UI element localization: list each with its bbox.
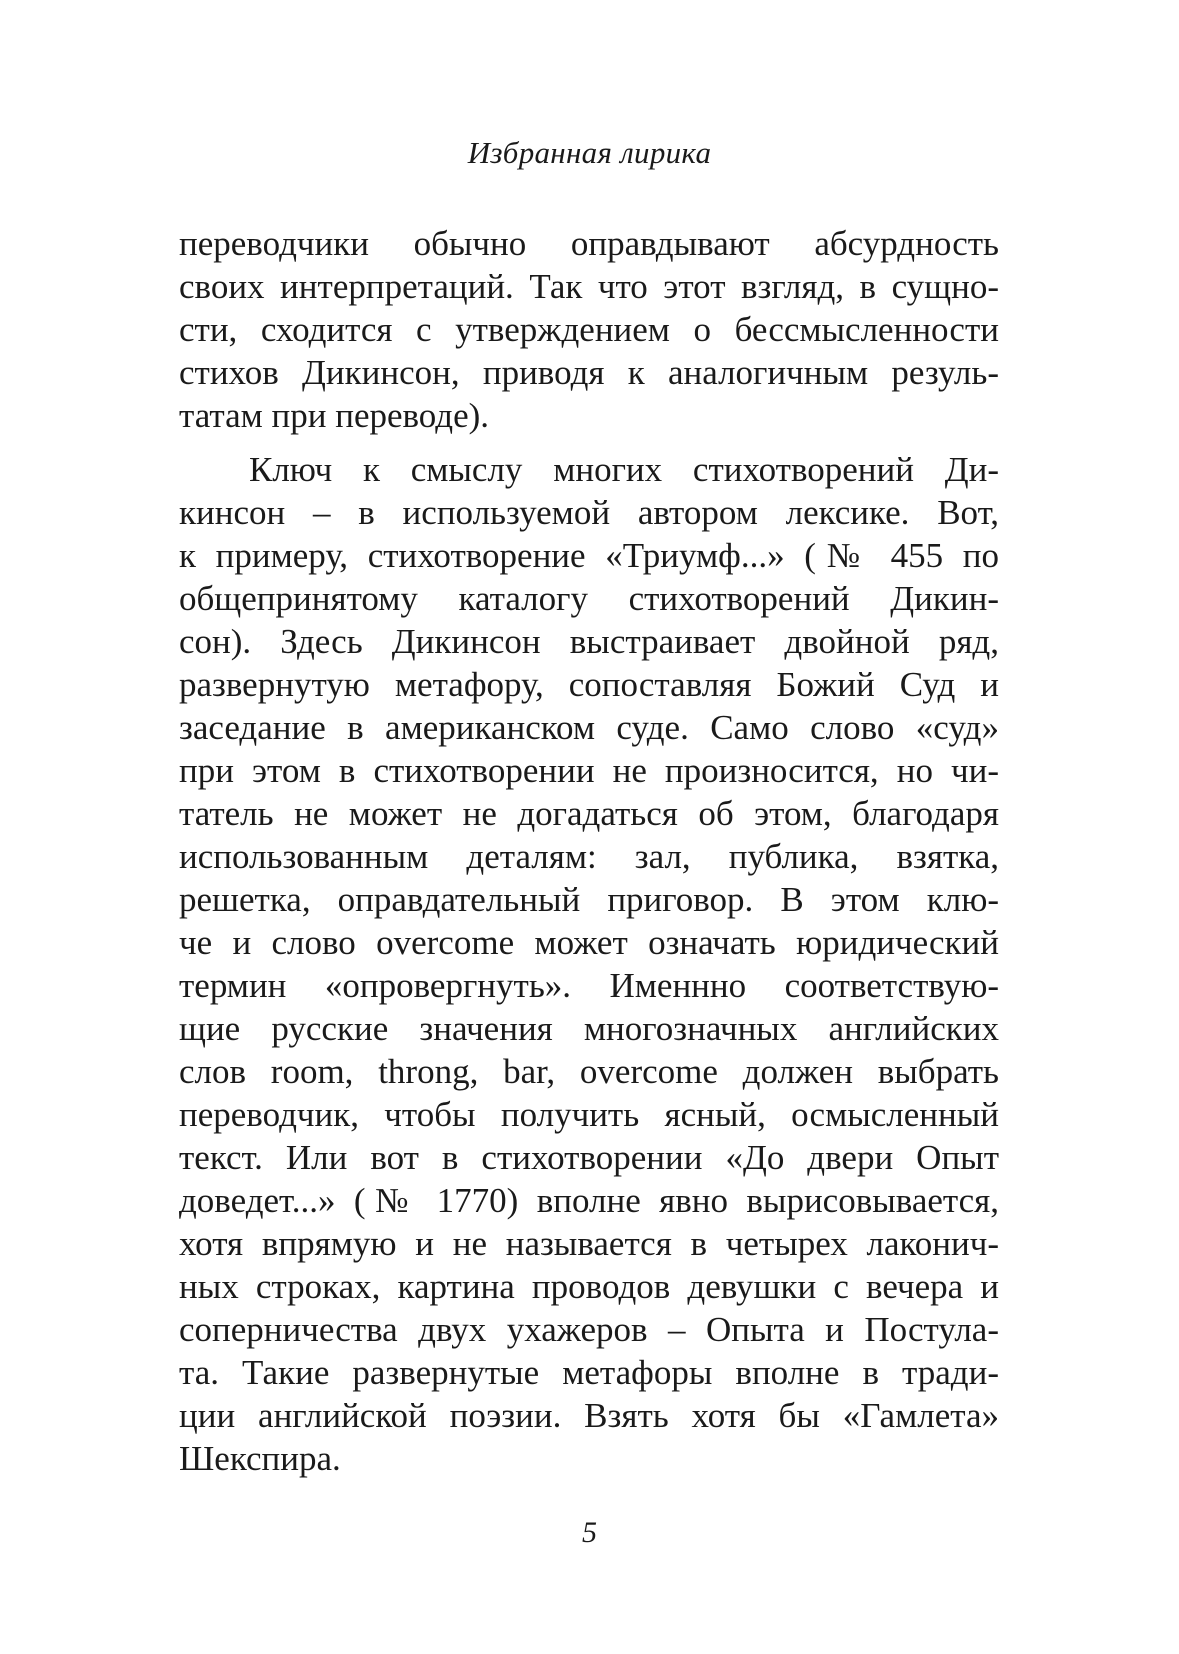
paragraph-gap xyxy=(179,437,999,448)
text-line: слов room, throng, bar, overcome должен выбрать xyxy=(179,1052,999,1091)
page-number: 5 xyxy=(582,1516,597,1549)
running-head: Избранная лирика xyxy=(467,135,712,170)
text-line: че и слово overcome может означать юридический xyxy=(179,923,999,962)
text-line: сон). Здесь Дикинсон выстраивает двойной ряд, xyxy=(179,622,999,661)
text-line: сти, сходится с утверждением о бессмысленности xyxy=(179,310,999,349)
text-line: та. Такие развернутые метафоры вполне в тради- xyxy=(179,1353,999,1392)
text-line: татель не может не догадаться об этом, благодаря xyxy=(179,794,999,833)
text-line: Шекспира. xyxy=(179,1439,341,1478)
text-line: заседание в американском суде. Само слово «суд» xyxy=(179,708,999,747)
text-line: кинсон – в используемой автором лексике. Вот, xyxy=(179,493,999,532)
text-line: доведет...» (№ 1770) вполне явно вырисовывается, xyxy=(179,1181,999,1220)
text-line: соперничества двух ухажеров – Опыта и Постула- xyxy=(179,1310,999,1349)
text-line: при этом в стихотворении не произносится, но чи- xyxy=(179,751,999,790)
text-line: переводчик, чтобы получить ясный, осмысленный xyxy=(179,1095,999,1134)
text-line: текст. Или вот в стихотворении «До двери Опыт xyxy=(179,1138,999,1177)
text-line: развернутую метафору, сопоставляя Божий Суд и xyxy=(179,665,999,704)
text-line: термин «опровергнуть». Именнно соответствую- xyxy=(179,966,999,1005)
text-line: хотя впрямую и не называется в четырех лаконич- xyxy=(179,1224,999,1263)
text-line: татам при переводе). xyxy=(179,396,490,435)
text-line: Ключ к смыслу многих стихотворений Ди- xyxy=(249,450,999,489)
text-line: использованным деталям: зал, публика, взятка, xyxy=(179,837,999,876)
text-line: к примеру, стихотворение «Триумф...» (№ 455 по xyxy=(179,536,999,575)
text-line: ных строках, картина проводов девушки с вечера и xyxy=(179,1267,999,1306)
text-line: своих интерпретаций. Так что этот взгляд, в сущно- xyxy=(179,267,999,306)
text-line: переводчики обычно оправдывают абсурдность xyxy=(179,224,999,263)
text-line: общепринятому каталогу стихотворений Дикин- xyxy=(179,579,999,618)
text-line: ции английской поэзии. Взять хотя бы «Гамлета» xyxy=(179,1396,999,1435)
text-line: щие русские значения многозначных английских xyxy=(179,1009,999,1048)
body-text xyxy=(179,222,999,1480)
text-line: решетка, оправдательный приговор. В этом клю- xyxy=(179,880,999,919)
text-line: стихов Дикинсон, приводя к аналогичным резуль- xyxy=(179,353,999,392)
